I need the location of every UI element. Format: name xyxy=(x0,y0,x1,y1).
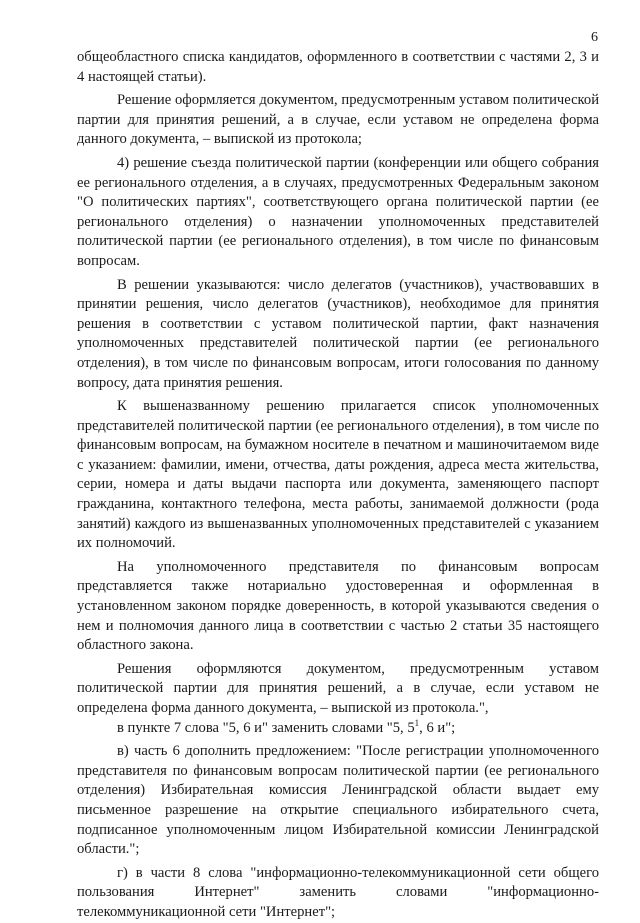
paragraph-2: Решение оформляется документом, предусмотренным уставом политической партии для принятия решений, а в случае, если уставом не определена форма данного документа, – выпиской из протокола; xyxy=(77,92,599,148)
paragraph-8 xyxy=(77,719,599,739)
paragraph-8-superscript: 1 xyxy=(414,717,420,728)
paragraph-6: На уполномоченного представителя по финансовым вопросам представляется также нотариально удостоверенная и оформленная в установленном законом порядке доверенность, в которой указываются сведения о нем и полномочия данного лица в соответствии с частью 2 статьи 35 настоящего областного закона. xyxy=(77,558,599,654)
paragraph-1: общеобластного списка кандидатов, оформленного в соответствии с частями 2, 3 и 4 настоящей статьи). xyxy=(77,49,599,85)
document-body xyxy=(77,48,599,923)
paragraph-8-text-before: в пункте 7 слова "5, 6 и" заменить словами "5, 5 xyxy=(117,719,415,736)
paragraph-3: 4) решение съезда политической партии (конференции или общего собрания ее регионального отделения, а в случаях, предусмотренных Федеральным законом "О политических партиях", соответствующего органа политической партии (ее регионального отделения) о назначении уполномоченных представителей политической партии (ее регионального отделения), в том числе по финансовым вопросам. xyxy=(77,154,599,269)
paragraph-5: К вышеназванному решению прилагается список уполномоченных представителей политической партии (ее регионального отделения), в том числе по финансовым вопросам, на бумажном носителе в печатном и машиночитаемом виде с указанием: фамилии, имени, отчества, даты рождения, адреса места жительства, серии, номера и даты выдачи паспорта или документа, заменяющего паспорт гражданина, контактного телефона, места работы, занимаемой должности (рода занятий) каждого из вышеназванных уполномоченных представителей с указанием их полномочий. xyxy=(77,398,599,552)
paragraph-8-text-after: , 6 и"; xyxy=(419,719,456,736)
paragraph-10: г) в части 8 слова "информационно-телекоммуникационной сети общего пользования Интернет" заменить словами "информационно-телекоммуникационной сети "Интернет"; xyxy=(77,864,599,920)
paragraph-7: Решения оформляются документом, предусмотренным уставом политической партии для принятия решений, а в случае, если уставом не определена форма данного документа, – выпиской из протокола.", xyxy=(77,660,599,716)
page-number: 6 xyxy=(591,30,598,45)
paragraph-9: в) часть 6 дополнить предложением: "После регистрации уполномоченного представителя по финансовым вопросам политической партии (ее регионального отделения) Избирательная комиссия Ленинградской области выдает ему письменное разрешение на открытие специального избирательного счета, подписанное уполномоченным лицом Избирательной комиссии Ленинградской области."; xyxy=(77,743,599,858)
paragraph-4: В решении указываются: число делегатов (участников), участвовавших в принятии решения, число делегатов (участников), необходимое для принятия решения в соответствии с уставом политической партии, факт назначения уполномоченных представителей политической партии (ее регионального отделения), в том числе по финансовым вопросам, итоги голосования по данному вопросу, дата принятия решения. xyxy=(77,276,599,391)
